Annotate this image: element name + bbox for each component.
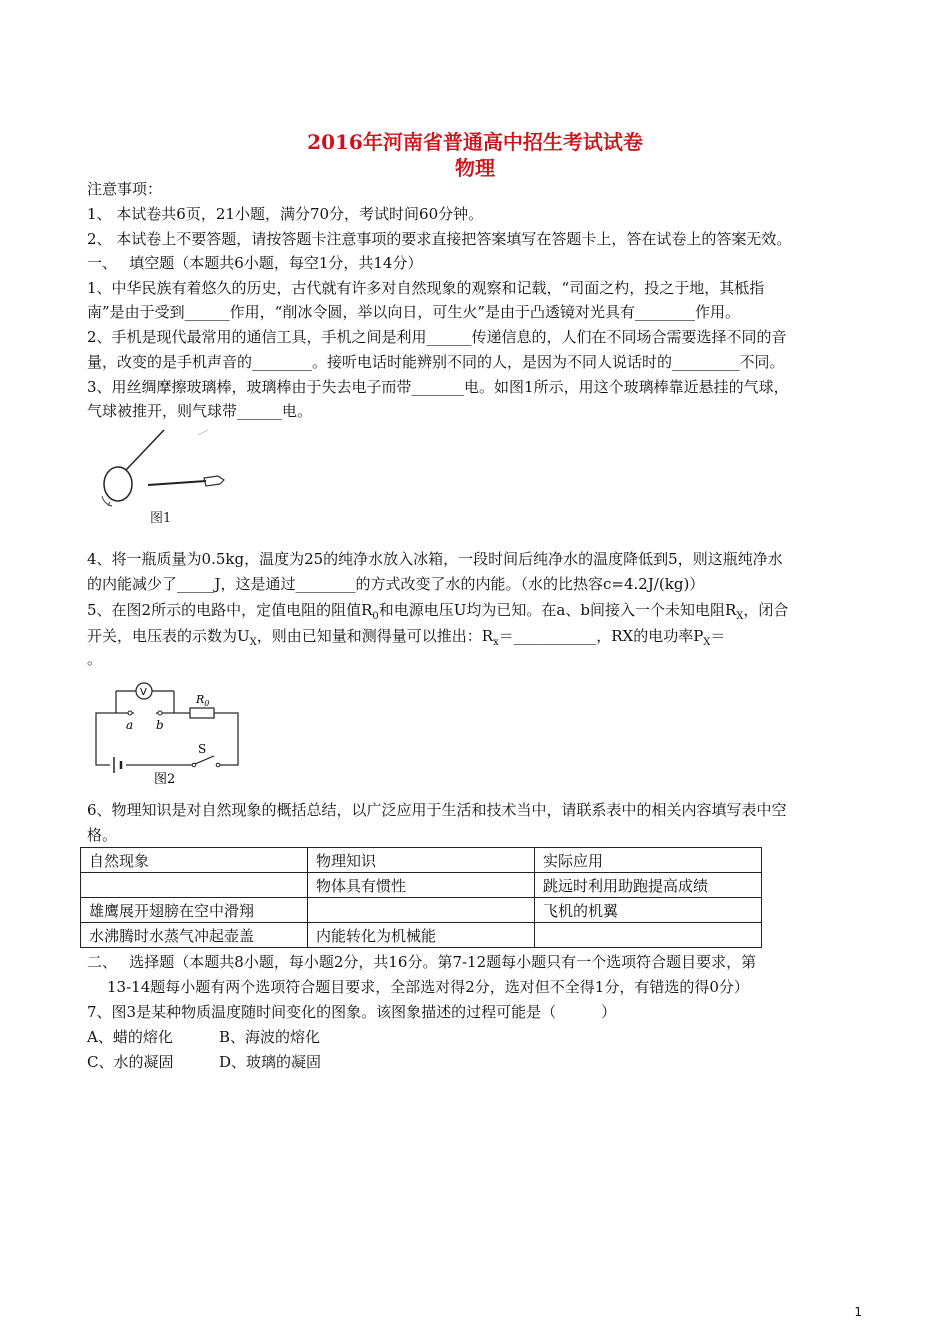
hand-icon — [204, 476, 224, 486]
q5-line3: 。 — [87, 650, 103, 668]
table-cell — [535, 923, 762, 948]
figure-1 — [88, 428, 238, 528]
q7-options-ab — [87, 1028, 867, 1046]
glass-rod — [148, 481, 206, 485]
section2-line1: 二、 选择题（本题共8小题，每小题2分，共16分。第7-12题每小题只有一个选项符合题目要求，第 — [87, 953, 757, 971]
table-header-cell: 实际应用 — [535, 848, 762, 873]
q7-option-b: B、海波的熔化 — [219, 1028, 321, 1046]
figure-2 — [88, 673, 248, 785]
svg-text:R0: $R_0$ — [196, 693, 210, 708]
exam-title: 2016年河南省普通高中招生考试试卷 — [307, 130, 643, 154]
page-number: 1 — [854, 1305, 862, 1319]
section2-line2: 13-14题每小题有两个选项符合题目要求，全部选对得2分，选对但不全得1分，有错选的得0分） — [107, 978, 749, 996]
note-item-1: 1、 本试卷共6页，21小题，满分70分，考试时间60分钟。 — [87, 205, 484, 223]
circuit-loop — [96, 713, 238, 765]
table-cell: 雄鹰展开翅膀在空中滑翔 — [81, 898, 308, 923]
table-header-cell: 物理知识 — [308, 848, 535, 873]
point-b-label: b — [156, 718, 164, 732]
q3-line2: 气球被推开，则气球带______电。 — [87, 402, 313, 420]
table-cell — [81, 873, 308, 898]
q2-line1: 2、手机是现代最常用的通信工具，手机之间是利用______传递信息的，人们在不同场合需要选择不同的音 — [87, 328, 787, 346]
q7-option-c: C、水的凝固 — [87, 1053, 174, 1071]
q6-line1: 6、物理知识是对自然现象的概括总结，以广泛应用于生活和技术当中，请联系表中的相关内容填写表中空 — [87, 801, 787, 819]
table-cell: 物体具有惯性 — [308, 873, 535, 898]
exam-subject: 物理 — [455, 156, 495, 180]
svg-text:V: V — [140, 687, 147, 698]
resistor-r0 — [190, 708, 214, 718]
table-header-row — [81, 848, 762, 873]
balloon — [104, 467, 132, 501]
table-cell: 跳远时利用助跑提高成绩 — [535, 873, 762, 898]
notes-heading: 注意事项： — [87, 180, 163, 198]
q7-options-cd — [87, 1053, 867, 1071]
table-header-cell: 自然现象 — [81, 848, 308, 873]
section1-heading: 一、 填空题（本题共6小题，每空1分，共14分） — [87, 254, 423, 272]
note-item-2: 2、 本试卷上不要答题，请按答题卡注意事项的要求直接把答案填写在答题卡上，答在试卷上的答案无效。 — [87, 230, 792, 248]
q2-line2: 量，改变的是手机声音的________。接听电话时能辨别不同的人，是因为不同人说话时的_________不同。 — [87, 353, 785, 371]
table-cell: 水沸腾时水蒸气冲起壶盖 — [81, 923, 308, 948]
switch-label: S — [198, 742, 207, 756]
q1-line2: 南”是由于受到______作用，“削冰令圆，举以向日，可生火”是由于凸透镜对光具有________作用。 — [87, 303, 741, 321]
figure-2-caption: 图2 — [154, 772, 176, 785]
table-row — [81, 873, 762, 898]
q7-option-a: A、蜡的熔化 — [87, 1028, 173, 1046]
table-row — [81, 898, 762, 923]
q6-line2: 格。 — [87, 826, 118, 844]
table-cell — [308, 898, 535, 923]
table-cell: 内能转化为机械能 — [308, 923, 535, 948]
q1-line1: 1、中华民族有着悠久的历史，古代就有许多对自然现象的观察和记载，“司面之杓，投之于地，其柢指 — [87, 279, 765, 297]
q7-option-d: D、玻璃的凝固 — [219, 1053, 322, 1071]
suspension-string — [126, 430, 164, 470]
knowledge-table — [80, 847, 762, 948]
q4-line2: 的内能减少了_____J，这是通过________的方式改变了水的内能。（水的比热容c=4.2J/(kg)） — [87, 575, 705, 593]
q4-line1: 4、将一瓶质量为0.5kg，温度为25的纯净水放入冰箱，一段时间后纯净水的温度降低到5，则这瓶纯净水 — [87, 550, 783, 568]
figure-1-caption: 图1 — [150, 511, 172, 526]
q5-line2: 开关，电压表的示数为$U_X$，则由已知量和测得量可以推出：$R_x=\_\_\_\_\_\_\_\_\_\_\_$，RX的电功率$P_X=$ — [87, 627, 726, 648]
point-a-label: a — [126, 718, 134, 732]
q5-line1: 5、在图2所示的电路中，定值电阻的阻值$R_0$和电源电压U均为已知。在a、b间接入一个未知电阻$R_X$，闭合 — [87, 601, 789, 622]
table-cell: 飞机的机翼 — [535, 898, 762, 923]
q7-stem: 7、图3是某种物质温度随时间变化的图象。该图象描述的过程可能是（ ） — [87, 1003, 617, 1021]
table-row — [81, 923, 762, 948]
q3-line1: 3、用丝绸摩擦玻璃棒，玻璃棒由于失去电子而带_______电。如图1所示，用这个玻璃棒靠近悬挂的气球， — [87, 378, 789, 396]
